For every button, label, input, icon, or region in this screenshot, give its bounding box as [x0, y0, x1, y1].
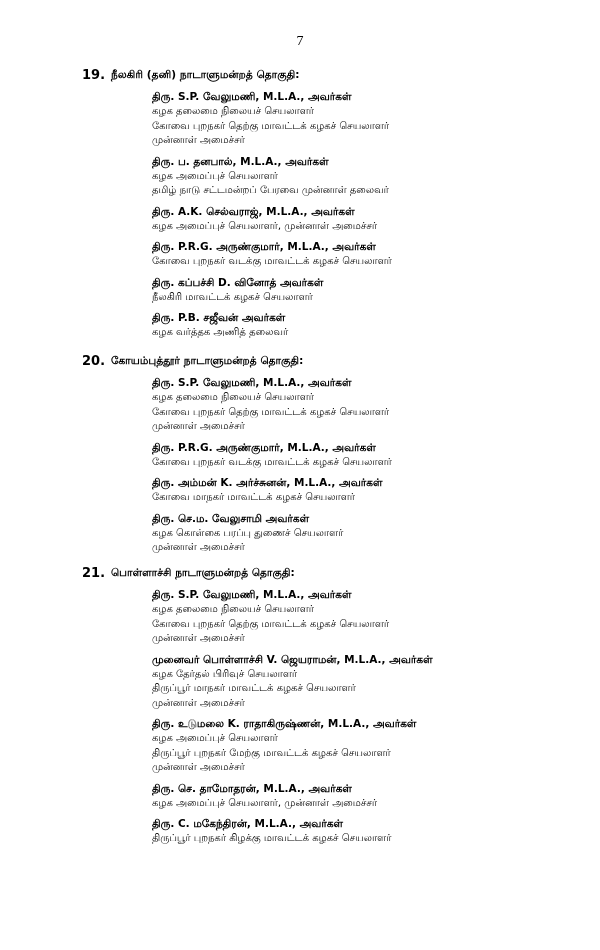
member-entry — [152, 512, 600, 556]
member-entry — [152, 311, 600, 341]
constituency-section — [0, 354, 600, 562]
member-name: திரு. செ.ம. வேலுசாமி அவர்கள் — [152, 512, 310, 525]
member-entry — [152, 653, 600, 712]
member-entry — [152, 155, 600, 199]
member-role: கழக தேர்தல் பிரிவுச் செயலாளர் — [152, 668, 298, 680]
member-name: திரு. P.R.G. அருண்குமார், M.L.A., அவர்கள் — [152, 441, 376, 454]
member-role: கழக கொள்கை பரப்பு துணைச் செயலாளர் — [152, 527, 344, 539]
member-role: முன்னாள் அமைச்சர் — [152, 697, 245, 709]
member-role: முன்னாள் அமைச்சர் — [152, 633, 245, 644]
page-number: 7 — [296, 34, 304, 49]
section-number: 20. — [82, 354, 106, 369]
member-name: திரு. P.B. சஜீவன் அவர்கள் — [152, 312, 286, 324]
section-heading — [0, 354, 600, 376]
member-entry — [152, 276, 600, 306]
member-role: கழக வர்த்தக அணித் தலைவர் — [152, 327, 289, 338]
member-name: திரு. P.R.G. அருண்குமார், M.L.A., அவர்கள் — [152, 241, 376, 253]
member-role: கோவை புறநகர் தெற்கு மாவட்டக் கழகச் செயலாளர் — [152, 618, 390, 630]
constituency-section — [0, 68, 600, 347]
member-name: திரு. S.P. வேலுமணி, M.L.A., அவர்கள் — [152, 91, 352, 103]
member-entry — [152, 782, 600, 812]
member-role: முன்னாள் அமைச்சர் — [152, 542, 245, 553]
member-entry — [152, 817, 600, 847]
member-role: கழக தலைமை நிலையச் செயலாளர் — [152, 604, 314, 615]
member-name: முனைவர் பொள்ளாச்சி V. ஜெயராமன், M.L.A., அவர்கள் — [152, 653, 433, 666]
member-entry — [152, 240, 600, 270]
member-role: முன்னாள் அமைச்சர் — [152, 135, 245, 146]
constituency-section — [0, 566, 600, 853]
member-role: முன்னாள் அமைச்சர் — [152, 421, 245, 432]
member-role: திருப்பூர் புறநகர் கிழக்கு மாவட்டக் கழகச் செயலாளர் — [152, 833, 392, 844]
section-title: கோயம்புத்தூர் நாடாளுமன்றத் தொகுதி: — [111, 355, 304, 367]
member-role: கழக தலைமை நிலையச் செயலாளர் — [152, 392, 314, 403]
member-role: முன்னாள் அமைச்சர் — [152, 762, 245, 773]
member-entry — [152, 376, 600, 435]
member-entry — [152, 476, 600, 506]
section-heading — [0, 68, 600, 90]
member-name: திரு. ப. தனபால், M.L.A., அவர்கள் — [152, 155, 329, 168]
member-name: திரு. A.K. செல்வராஜ், M.L.A., அவர்கள் — [152, 205, 355, 218]
member-role: கோவை புறநகர் தெற்கு மாவட்டக் கழகச் செயலாளர் — [152, 120, 390, 132]
member-role: நீலகிரி மாவட்டக் கழகச் செயலாளர் — [152, 291, 313, 303]
member-role: கோவை மாநகர் மாவட்டக் கழகச் செயலாளர் — [152, 492, 355, 503]
member-role: கோவை புறநகர் வடக்கு மாவட்டக் கழகச் செயலாளர் — [152, 256, 392, 267]
member-role: திருப்பூர் புறநகர் மேற்கு மாவட்டக் கழகச் செயலாளர் — [152, 747, 391, 759]
member-entry — [152, 588, 600, 647]
member-name: திரு. உடுமலை K. ராதாகிருஷ்ணன், M.L.A., அவர்கள் — [152, 718, 417, 730]
member-entry — [152, 90, 600, 149]
section-number: 21. — [82, 566, 106, 581]
member-entry — [152, 717, 600, 776]
member-role: கோவை புறநகர் தெற்கு மாவட்டக் கழகச் செயலாளர் — [152, 406, 390, 418]
section-title: பொள்ளாச்சி நாடாளுமன்றத் தொகுதி: — [111, 567, 295, 579]
member-name: திரு. C. மகேந்திரன், M.L.A., அவர்கள் — [152, 818, 344, 830]
member-role: கழக தலைமை நிலையச் செயலாளர் — [152, 106, 314, 117]
member-role: கழக அமைப்புச் செயலாளர் — [152, 733, 278, 744]
member-role: கழக அமைப்புச் செயலாளர், முன்னாள் அமைச்சர் — [152, 797, 378, 809]
member-name: திரு. கப்பச்சி D. வினோத் அவர்கள் — [152, 276, 324, 289]
member-name: திரு. அம்மன் K. அர்ச்சுனன், M.L.A., அவர்கள் — [152, 477, 383, 489]
section-title: நீலகிரி (தனி) நாடாளுமன்றத் தொகுதி: — [111, 69, 300, 81]
member-role: கோவை புறநகர் வடக்கு மாவட்டக் கழகச் செயலாளர் — [152, 456, 392, 468]
member-role: திருப்பூர் மாநகர் மாவட்டக் கழகச் செயலாளர் — [152, 683, 356, 694]
section-heading — [0, 566, 600, 588]
member-entry — [152, 441, 600, 471]
member-name: திரு. S.P. வேலுமணி, M.L.A., அவர்கள் — [152, 377, 352, 389]
member-entry — [152, 205, 600, 235]
member-name: திரு. செ. தாமோதரன், M.L.A., அவர்கள் — [152, 782, 352, 795]
member-name: திரு. S.P. வேலுமணி, M.L.A., அவர்கள் — [152, 589, 352, 601]
member-role: கழக அமைப்புச் செயலாளர், முன்னாள் அமைச்சர் — [152, 220, 378, 232]
member-role: கழக அமைப்புச் செயலாளர் — [152, 170, 278, 182]
member-role: தமிழ் நாடு சட்டமன்றப் பேரவை முன்னாள் தலைவர் — [152, 185, 389, 196]
section-number: 19. — [82, 68, 106, 83]
